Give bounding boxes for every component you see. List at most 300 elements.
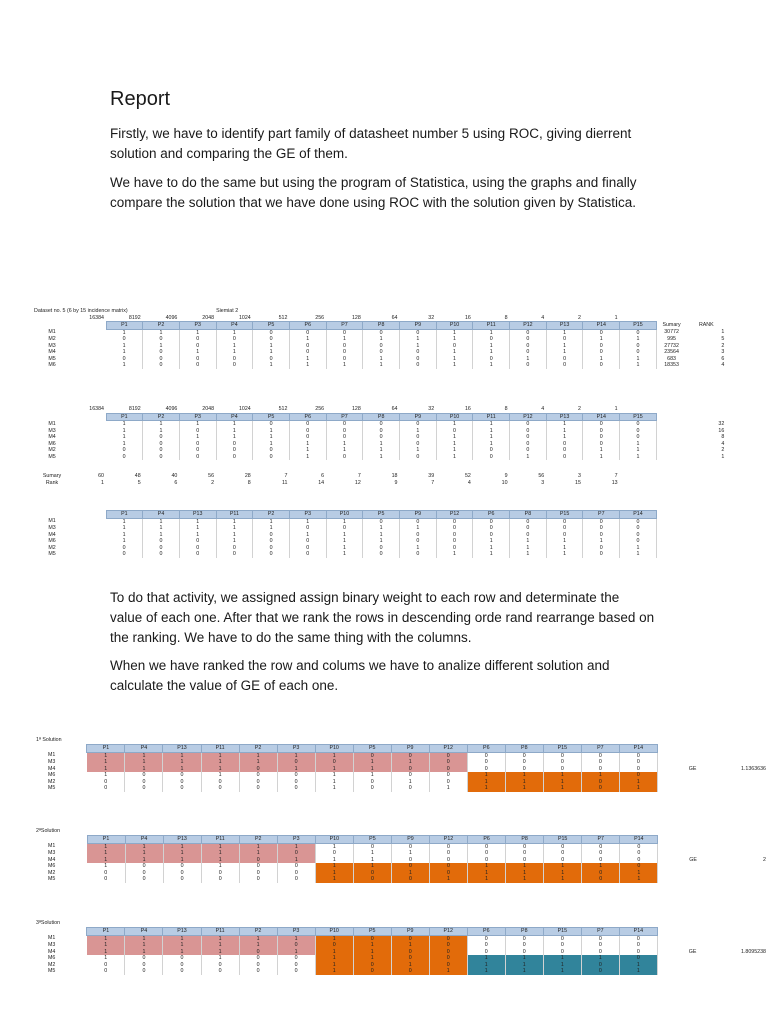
matrix-cell: 1 — [436, 362, 473, 369]
matrix-cell: 1 — [619, 785, 657, 792]
matrix-cell: 0 — [429, 857, 467, 864]
matrix-cell: 0 — [216, 454, 253, 461]
matrix-cell: 0 — [353, 752, 391, 759]
empty-cell — [656, 480, 686, 487]
row-summary: 27732 — [664, 342, 679, 349]
matrix-cell: 0 — [315, 759, 353, 766]
solution-1-table — [34, 744, 768, 792]
matrix-cell: 0 — [179, 545, 216, 552]
matrix-cell: 1 — [253, 428, 290, 435]
column-header: P9 — [400, 322, 437, 330]
matrix-cell: 0 — [583, 532, 620, 539]
header-row — [34, 511, 656, 519]
matrix-cell: 0 — [143, 551, 180, 558]
matrix-cell: 1 — [106, 532, 143, 539]
matrix-cell: 0 — [143, 545, 180, 552]
matrix-cell: 1 — [289, 356, 326, 363]
empty-cell — [716, 752, 768, 759]
ge-label: GE — [689, 856, 697, 863]
matrix-cell: 1 — [363, 336, 400, 343]
matrix-cell: 0 — [546, 454, 583, 461]
empty-cell — [717, 836, 768, 844]
matrix-cell: 1 — [429, 876, 467, 883]
matrix-cell: 1 — [143, 343, 180, 350]
matrix-cell: 0 — [315, 850, 353, 857]
matrix-cell: 1 — [353, 766, 391, 773]
matrix-cell: 0 — [143, 356, 180, 363]
matrix-cell: 1 — [125, 942, 163, 949]
matrix-cell: 1 — [315, 785, 353, 792]
matrix-cell: 0 — [505, 759, 543, 766]
matrix-cell: 1 — [391, 850, 429, 857]
column-header: P2 — [143, 322, 180, 330]
matrix-cell: 0 — [201, 968, 239, 975]
matrix-cell: 0 — [163, 870, 201, 877]
matrix-cell: 0 — [400, 454, 437, 461]
matrix-cell: 1 — [216, 329, 253, 336]
matrix-cell: 1 — [620, 870, 658, 877]
column-weight: 512 — [278, 406, 288, 412]
empty-cell — [717, 843, 768, 850]
matrix-cell: 0 — [400, 349, 437, 356]
matrix-cell: 1 — [620, 454, 657, 461]
matrix-cell: 1 — [546, 545, 583, 552]
matrix-cell: 1 — [583, 447, 620, 454]
column-rank: 6 — [174, 479, 178, 486]
matrix-cell: 1 — [87, 857, 125, 864]
matrix-cell: 1 — [581, 955, 619, 962]
matrix-cell: 0 — [289, 551, 326, 558]
matrix-cell: 1 — [143, 428, 180, 435]
matrix-cell: 0 — [544, 857, 582, 864]
matrix-cell: 0 — [429, 942, 467, 949]
matrix-cell: 0 — [546, 447, 583, 454]
matrix-cell: 0 — [289, 434, 326, 441]
matrix-cell: 1 — [315, 752, 353, 759]
matrix-cell: 1 — [216, 349, 253, 356]
column-rank: 2 — [211, 479, 215, 486]
header-row — [34, 322, 746, 330]
ge-value: 1.8095238 — [740, 948, 766, 955]
matrix-cell: 1 — [506, 876, 544, 883]
column-summary: 56 — [538, 473, 545, 479]
matrix-cell: 1 — [106, 525, 143, 532]
matrix-cell: 0 — [467, 935, 505, 942]
empty-cell — [34, 836, 69, 844]
matrix-cell: 0 — [391, 935, 429, 942]
matrix-cell: 1 — [289, 447, 326, 454]
matrix-cell: 1 — [289, 532, 326, 539]
matrix-cell: 0 — [543, 752, 581, 759]
matrix-cell: 0 — [363, 434, 400, 441]
matrix-cell: 0 — [546, 356, 583, 363]
column-weight: 1 — [614, 406, 618, 412]
matrix-cell: 0 — [581, 766, 619, 773]
column-header: P15 — [543, 928, 581, 936]
empty-cell — [726, 315, 746, 322]
matrix-cell: 1 — [125, 766, 163, 773]
column-summary: 39 — [428, 473, 435, 479]
matrix-cell: 0 — [582, 857, 620, 864]
matrix-cell: 0 — [163, 968, 201, 975]
empty-cell — [687, 876, 717, 883]
matrix-cell: 0 — [253, 329, 290, 336]
matrix-cell: 1 — [391, 870, 429, 877]
column-header: P12 — [429, 836, 467, 844]
column-header: P5 — [363, 511, 400, 519]
matrix-cell: 0 — [581, 759, 619, 766]
empty-cell — [69, 785, 87, 792]
column-header: P13 — [546, 413, 583, 421]
column-header: P3 — [179, 413, 216, 421]
matrix-cell: 0 — [473, 356, 510, 363]
solution-1-title: 1ª Solution — [36, 737, 62, 743]
matrix-cell: 0 — [581, 962, 619, 969]
matrix-cell: 1 — [353, 850, 391, 857]
matrix-cell: 0 — [125, 876, 163, 883]
row-label: M5 — [48, 876, 56, 882]
column-header: P11 — [201, 928, 239, 936]
column-header: P1 — [106, 322, 143, 330]
column-header: P13 — [163, 745, 201, 753]
column-header: P12 — [436, 511, 473, 519]
column-header: P4 — [216, 322, 253, 330]
intro-paragraph: Firstly, we have to identify part family of datasheet number 5 using ROC, giving dierrent solution and comparing the GE of them. — [110, 126, 632, 161]
matrix-cell: 1 — [253, 441, 290, 448]
row-label: M2 — [48, 961, 56, 968]
row-summary: 683 — [667, 355, 676, 362]
column-header: P4 — [216, 413, 253, 421]
matrix-cell: 1 — [289, 441, 326, 448]
matrix-cell: 0 — [505, 935, 543, 942]
column-weight: 512 — [278, 314, 288, 321]
column-summary: 28 — [244, 473, 251, 479]
empty-cell — [620, 406, 657, 413]
column-header: P11 — [473, 413, 510, 421]
matrix-cell: 0 — [543, 942, 581, 949]
empty-cell — [657, 752, 686, 759]
column-weight: 32 — [428, 406, 435, 412]
matrix-cell: 1 — [363, 441, 400, 448]
empty-cell — [716, 928, 768, 936]
matrix-cell: 0 — [620, 343, 657, 350]
matrix-cell: 0 — [163, 962, 201, 969]
matrix-cell: 0 — [163, 876, 201, 883]
matrix-cell: 0 — [620, 863, 658, 870]
empty-cell — [69, 843, 87, 850]
matrix-cell: 0 — [506, 843, 544, 850]
row-label: M4 — [48, 349, 56, 355]
column-weight: 8192 — [128, 314, 141, 321]
matrix-cell: 0 — [581, 942, 619, 949]
matrix-cell: 1 — [400, 447, 437, 454]
ge-label: GE — [688, 948, 697, 955]
matrix-cell: 0 — [505, 949, 543, 956]
matrix-cell: 1 — [467, 968, 505, 975]
matrix-cell: 0 — [179, 441, 216, 448]
matrix-cell: 0 — [429, 863, 467, 870]
matrix-cell: 1 — [277, 949, 315, 956]
solution-3-sheet — [34, 919, 768, 975]
column-header: P5 — [353, 745, 391, 753]
matrix-cell: 0 — [239, 870, 277, 877]
matrix-cell: 1 — [583, 538, 620, 545]
matrix-cell: 1 — [201, 955, 239, 962]
matrix-cell: 1 — [125, 843, 163, 850]
row-label: M5 — [48, 785, 56, 791]
matrix-cell: 1 — [544, 870, 582, 877]
matrix-cell: 1 — [620, 876, 658, 883]
empty-cell — [69, 935, 87, 942]
matrix-cell: 1 — [467, 785, 505, 792]
matrix-cell: 1 — [543, 779, 581, 786]
matrix-cell: 0 — [436, 532, 473, 539]
column-header: P10 — [436, 322, 473, 330]
column-header: P6 — [468, 836, 506, 844]
matrix-cell: 0 — [581, 785, 619, 792]
empty-cell — [687, 836, 717, 844]
matrix-cell: 0 — [510, 362, 547, 369]
matrix-cell: 1 — [239, 752, 277, 759]
matrix-cell: 1 — [87, 863, 125, 870]
matrix-cell: 0 — [468, 843, 506, 850]
row-label: M4 — [48, 856, 56, 863]
matrix-cell: 0 — [143, 441, 180, 448]
column-header: P15 — [544, 836, 582, 844]
matrix-cell: 1 — [216, 343, 253, 350]
column-header: P3 — [277, 836, 315, 844]
matrix-cell: 0 — [87, 870, 125, 877]
matrix-cell: 0 — [583, 329, 620, 336]
column-header: P2 — [239, 745, 277, 753]
reordered-table — [34, 510, 657, 558]
column-header: P6 — [289, 413, 326, 421]
column-summary: 48 — [134, 473, 141, 479]
row-label: M3 — [48, 759, 56, 765]
matrix-cell: 1 — [253, 518, 290, 525]
matrix-cell: 1 — [467, 955, 505, 962]
matrix-cell: 1 — [239, 942, 277, 949]
matrix-cell: 0 — [163, 779, 201, 786]
column-summary: 7 — [357, 473, 361, 479]
column-header: P7 — [582, 836, 620, 844]
matrix-cell: 1 — [436, 434, 473, 441]
column-header: P13 — [163, 928, 201, 936]
matrix-cell: 0 — [436, 545, 473, 552]
matrix-cell: 1 — [546, 551, 583, 558]
matrix-cell: 1 — [400, 343, 437, 350]
matrix-cell: 0 — [289, 349, 326, 356]
matrix-cell: 0 — [253, 421, 290, 428]
matrix-cell: 1 — [436, 441, 473, 448]
row-label: M6 — [48, 955, 56, 961]
matrix-cell: 1 — [473, 428, 510, 435]
row-rank: 1 — [721, 329, 725, 336]
matrix-cell: 1 — [436, 356, 473, 363]
matrix-cell: 0 — [400, 434, 437, 441]
row-summary: 30772 — [664, 329, 679, 336]
matrix-cell: 0 — [326, 421, 363, 428]
matrix-cell: 0 — [510, 329, 547, 336]
matrix-cell: 0 — [326, 525, 363, 532]
column-header: P10 — [315, 745, 353, 753]
empty-cell — [70, 329, 106, 336]
matrix-cell: 1 — [363, 532, 400, 539]
matrix-cell: 0 — [400, 356, 437, 363]
matrix-cell: 0 — [363, 545, 400, 552]
empty-cell — [69, 968, 87, 975]
column-weight: 16384 — [89, 406, 104, 413]
matrix-cell: 0 — [326, 428, 363, 435]
matrix-cell: 0 — [277, 863, 315, 870]
matrix-cell: 0 — [620, 538, 657, 545]
matrix-cell: 1 — [468, 863, 506, 870]
column-weight: 2048 — [202, 314, 215, 321]
matrix-cell: 1 — [506, 870, 544, 877]
matrix-cell: 1 — [583, 356, 620, 363]
row-summary: 995 — [667, 336, 676, 342]
matrix-cell: 0 — [179, 343, 216, 350]
matrix-cell: 1 — [620, 551, 657, 558]
matrix-cell: 1 — [620, 362, 657, 369]
table-row — [34, 329, 746, 336]
matrix-cell: 0 — [326, 434, 363, 441]
matrix-cell: 0 — [436, 343, 473, 350]
matrix-cell: 0 — [582, 876, 620, 883]
matrix-cell: 0 — [544, 843, 582, 850]
column-weight: 2048 — [202, 406, 215, 412]
column-summary: 7 — [284, 473, 288, 479]
row-weight: 16 — [718, 427, 725, 434]
matrix-cell: 0 — [620, 428, 657, 435]
column-header: P10 — [436, 413, 473, 421]
column-header: P13 — [546, 322, 583, 330]
matrix-cell: 0 — [620, 532, 657, 539]
matrix-cell: 0 — [391, 876, 429, 883]
matrix-cell: 0 — [326, 349, 363, 356]
matrix-cell: 1 — [363, 538, 400, 545]
table-row — [34, 362, 746, 369]
matrix-cell: 1 — [277, 935, 315, 942]
matrix-cell: 1 — [620, 545, 657, 552]
matrix-cell: 1 — [353, 857, 391, 864]
solution-1-sheet — [34, 736, 768, 792]
matrix-cell: 0 — [619, 942, 657, 949]
matrix-cell: 1 — [619, 968, 657, 975]
matrix-cell: 0 — [620, 434, 657, 441]
solution-2-sheet — [34, 827, 768, 883]
column-summary: 9 — [504, 473, 508, 479]
matrix-cell: 0 — [315, 942, 353, 949]
matrix-cell: 0 — [277, 942, 315, 949]
matrix-cell: 1 — [546, 428, 583, 435]
matrix-cell: 1 — [277, 843, 315, 850]
matrix-cell: 1 — [546, 421, 583, 428]
matrix-cell: 1 — [510, 454, 547, 461]
matrix-cell: 0 — [391, 772, 429, 779]
empty-cell — [716, 745, 768, 753]
matrix-cell: 0 — [289, 428, 326, 435]
column-header: P4 — [143, 511, 180, 519]
empty-cell — [620, 315, 657, 322]
column-header: P5 — [353, 836, 391, 844]
matrix-cell: 1 — [179, 329, 216, 336]
matrix-cell: 1 — [582, 863, 620, 870]
column-weight: 256 — [315, 314, 325, 321]
row-weight: 32 — [718, 420, 725, 427]
column-weight: 4096 — [165, 314, 178, 321]
matrix-cell: 0 — [201, 962, 239, 969]
matrix-cell: 1 — [363, 525, 400, 532]
matrix-cell: 0 — [546, 441, 583, 448]
empty-cell — [657, 785, 686, 792]
matrix-cell: 1 — [353, 772, 391, 779]
matrix-cell: 0 — [510, 518, 547, 525]
matrix-cell: 0 — [106, 551, 143, 558]
header-row — [34, 836, 768, 844]
solution-2-title: 2ªSolution — [36, 828, 61, 834]
matrix-cell: 1 — [163, 857, 201, 864]
matrix-cell: 1 — [201, 857, 239, 864]
column-header: P3 — [277, 928, 315, 936]
matrix-cell: 1 — [253, 525, 290, 532]
column-rank: 1 — [101, 479, 104, 486]
column-header: P8 — [505, 928, 543, 936]
matrix-cell: 0 — [400, 329, 437, 336]
matrix-cell: 0 — [106, 454, 143, 461]
row-label: M4 — [48, 434, 56, 440]
column-weight: 16 — [464, 406, 471, 412]
matrix-cell: 1 — [326, 336, 363, 343]
empty-cell — [686, 315, 726, 322]
matrix-cell: 0 — [583, 349, 620, 356]
matrix-cell: 0 — [125, 870, 163, 877]
column-rank: 7 — [431, 479, 435, 486]
empty-cell — [687, 968, 717, 975]
matrix-cell: 0 — [163, 772, 201, 779]
matrix-cell: 1 — [201, 759, 239, 766]
matrix-cell: 1 — [391, 759, 429, 766]
column-header: P7 — [326, 322, 363, 330]
ge-label: GE — [688, 765, 697, 772]
row-label: M6 — [48, 863, 56, 869]
empty-cell — [716, 935, 768, 942]
matrix-cell: 1 — [468, 876, 506, 883]
column-weight: 128 — [351, 406, 361, 412]
dataset-caption-2: Siemiat 2 — [216, 308, 239, 314]
row-label: M4 — [48, 948, 56, 955]
matrix-cell: 0 — [620, 850, 658, 857]
header-row — [34, 928, 768, 936]
matrix-cell: 0 — [289, 329, 326, 336]
column-header: P5 — [253, 413, 290, 421]
column-weight: 4 — [541, 314, 545, 321]
matrix-cell: 0 — [216, 441, 253, 448]
matrix-cell: 0 — [543, 759, 581, 766]
matrix-cell: 0 — [583, 545, 620, 552]
matrix-cell: 1 — [619, 962, 657, 969]
matrix-cell: 0 — [546, 362, 583, 369]
matrix-cell: 0 — [353, 870, 391, 877]
matrix-cell: 0 — [581, 949, 619, 956]
solution-3-title: 3ªSolution — [36, 920, 61, 926]
row-label: M1 — [48, 935, 56, 942]
matrix-cell: 1 — [473, 362, 510, 369]
matrix-cell: 0 — [179, 447, 216, 454]
matrix-cell: 0 — [510, 336, 547, 343]
matrix-cell: 0 — [582, 843, 620, 850]
matrix-cell: 0 — [506, 850, 544, 857]
